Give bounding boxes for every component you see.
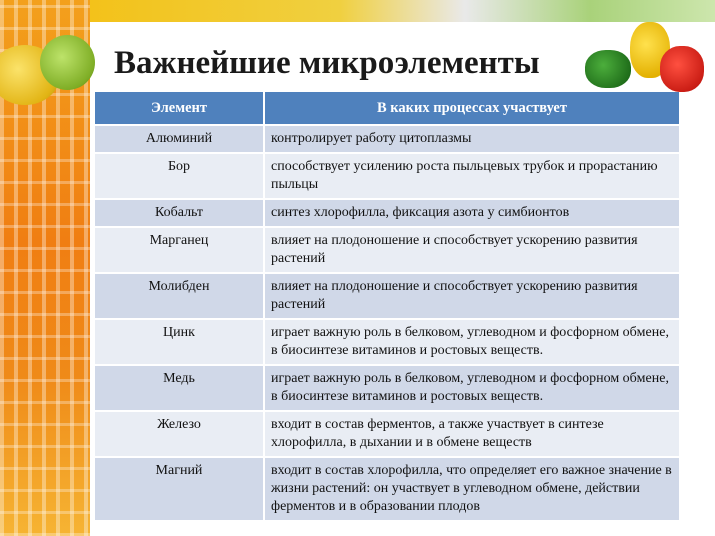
process-cell: входит в состав ферментов, а также участвует в синтезе хлорофилла, в дыхании и в обмене веществ — [264, 411, 679, 457]
table-row — [95, 365, 679, 411]
header-element: Элемент — [95, 92, 264, 125]
process-cell: способствует усилению роста пыльцевых трубок и прорастанию пыльцы — [264, 153, 679, 199]
lime-image — [40, 35, 95, 90]
green-pepper-image — [585, 50, 631, 88]
process-cell: влияет на плодоношение и способствует ускорению развития растений — [264, 227, 679, 273]
red-pepper-image — [660, 46, 704, 92]
element-cell: Железо — [95, 411, 264, 457]
table-row — [95, 319, 679, 365]
decorative-top-bar — [90, 0, 715, 22]
element-cell: Алюминий — [95, 125, 264, 153]
slide-title: Важнейшие микроэлементы — [114, 45, 540, 81]
process-cell: входит в состав хлорофилла, что определяет его важное значение в жизни растений: он участвует в углеводном обмене, действии ферментов и в образовании плодов — [264, 457, 679, 520]
table-row — [95, 227, 679, 273]
element-cell: Марганец — [95, 227, 264, 273]
header-process: В каких процессах участвует — [264, 92, 679, 125]
process-cell: синтез хлорофилла, фиксация азота у симбионтов — [264, 199, 679, 227]
process-cell: влияет на плодоношение и способствует ускорению развития растений — [264, 273, 679, 319]
table-row — [95, 199, 679, 227]
element-cell: Цинк — [95, 319, 264, 365]
element-cell: Кобальт — [95, 199, 264, 227]
table-row — [95, 125, 679, 153]
table-row — [95, 411, 679, 457]
table-header-row — [95, 92, 679, 125]
table-row — [95, 457, 679, 520]
element-cell: Бор — [95, 153, 264, 199]
table-row — [95, 273, 679, 319]
table-row — [95, 153, 679, 199]
element-cell: Медь — [95, 365, 264, 411]
decorative-top-gap — [90, 22, 715, 30]
process-cell: играет важную роль в белковом, углеводном и фосфорном обмене, в биосинтезе витаминов и ростовых веществ. — [264, 365, 679, 411]
process-cell: играет важную роль в белковом, углеводном и фосфорном обмене, в биосинтезе витаминов и ростовых веществ. — [264, 319, 679, 365]
element-cell: Молибден — [95, 273, 264, 319]
element-cell: Магний — [95, 457, 264, 520]
microelements-table — [95, 92, 679, 520]
process-cell: контролирует работу цитоплазмы — [264, 125, 679, 153]
